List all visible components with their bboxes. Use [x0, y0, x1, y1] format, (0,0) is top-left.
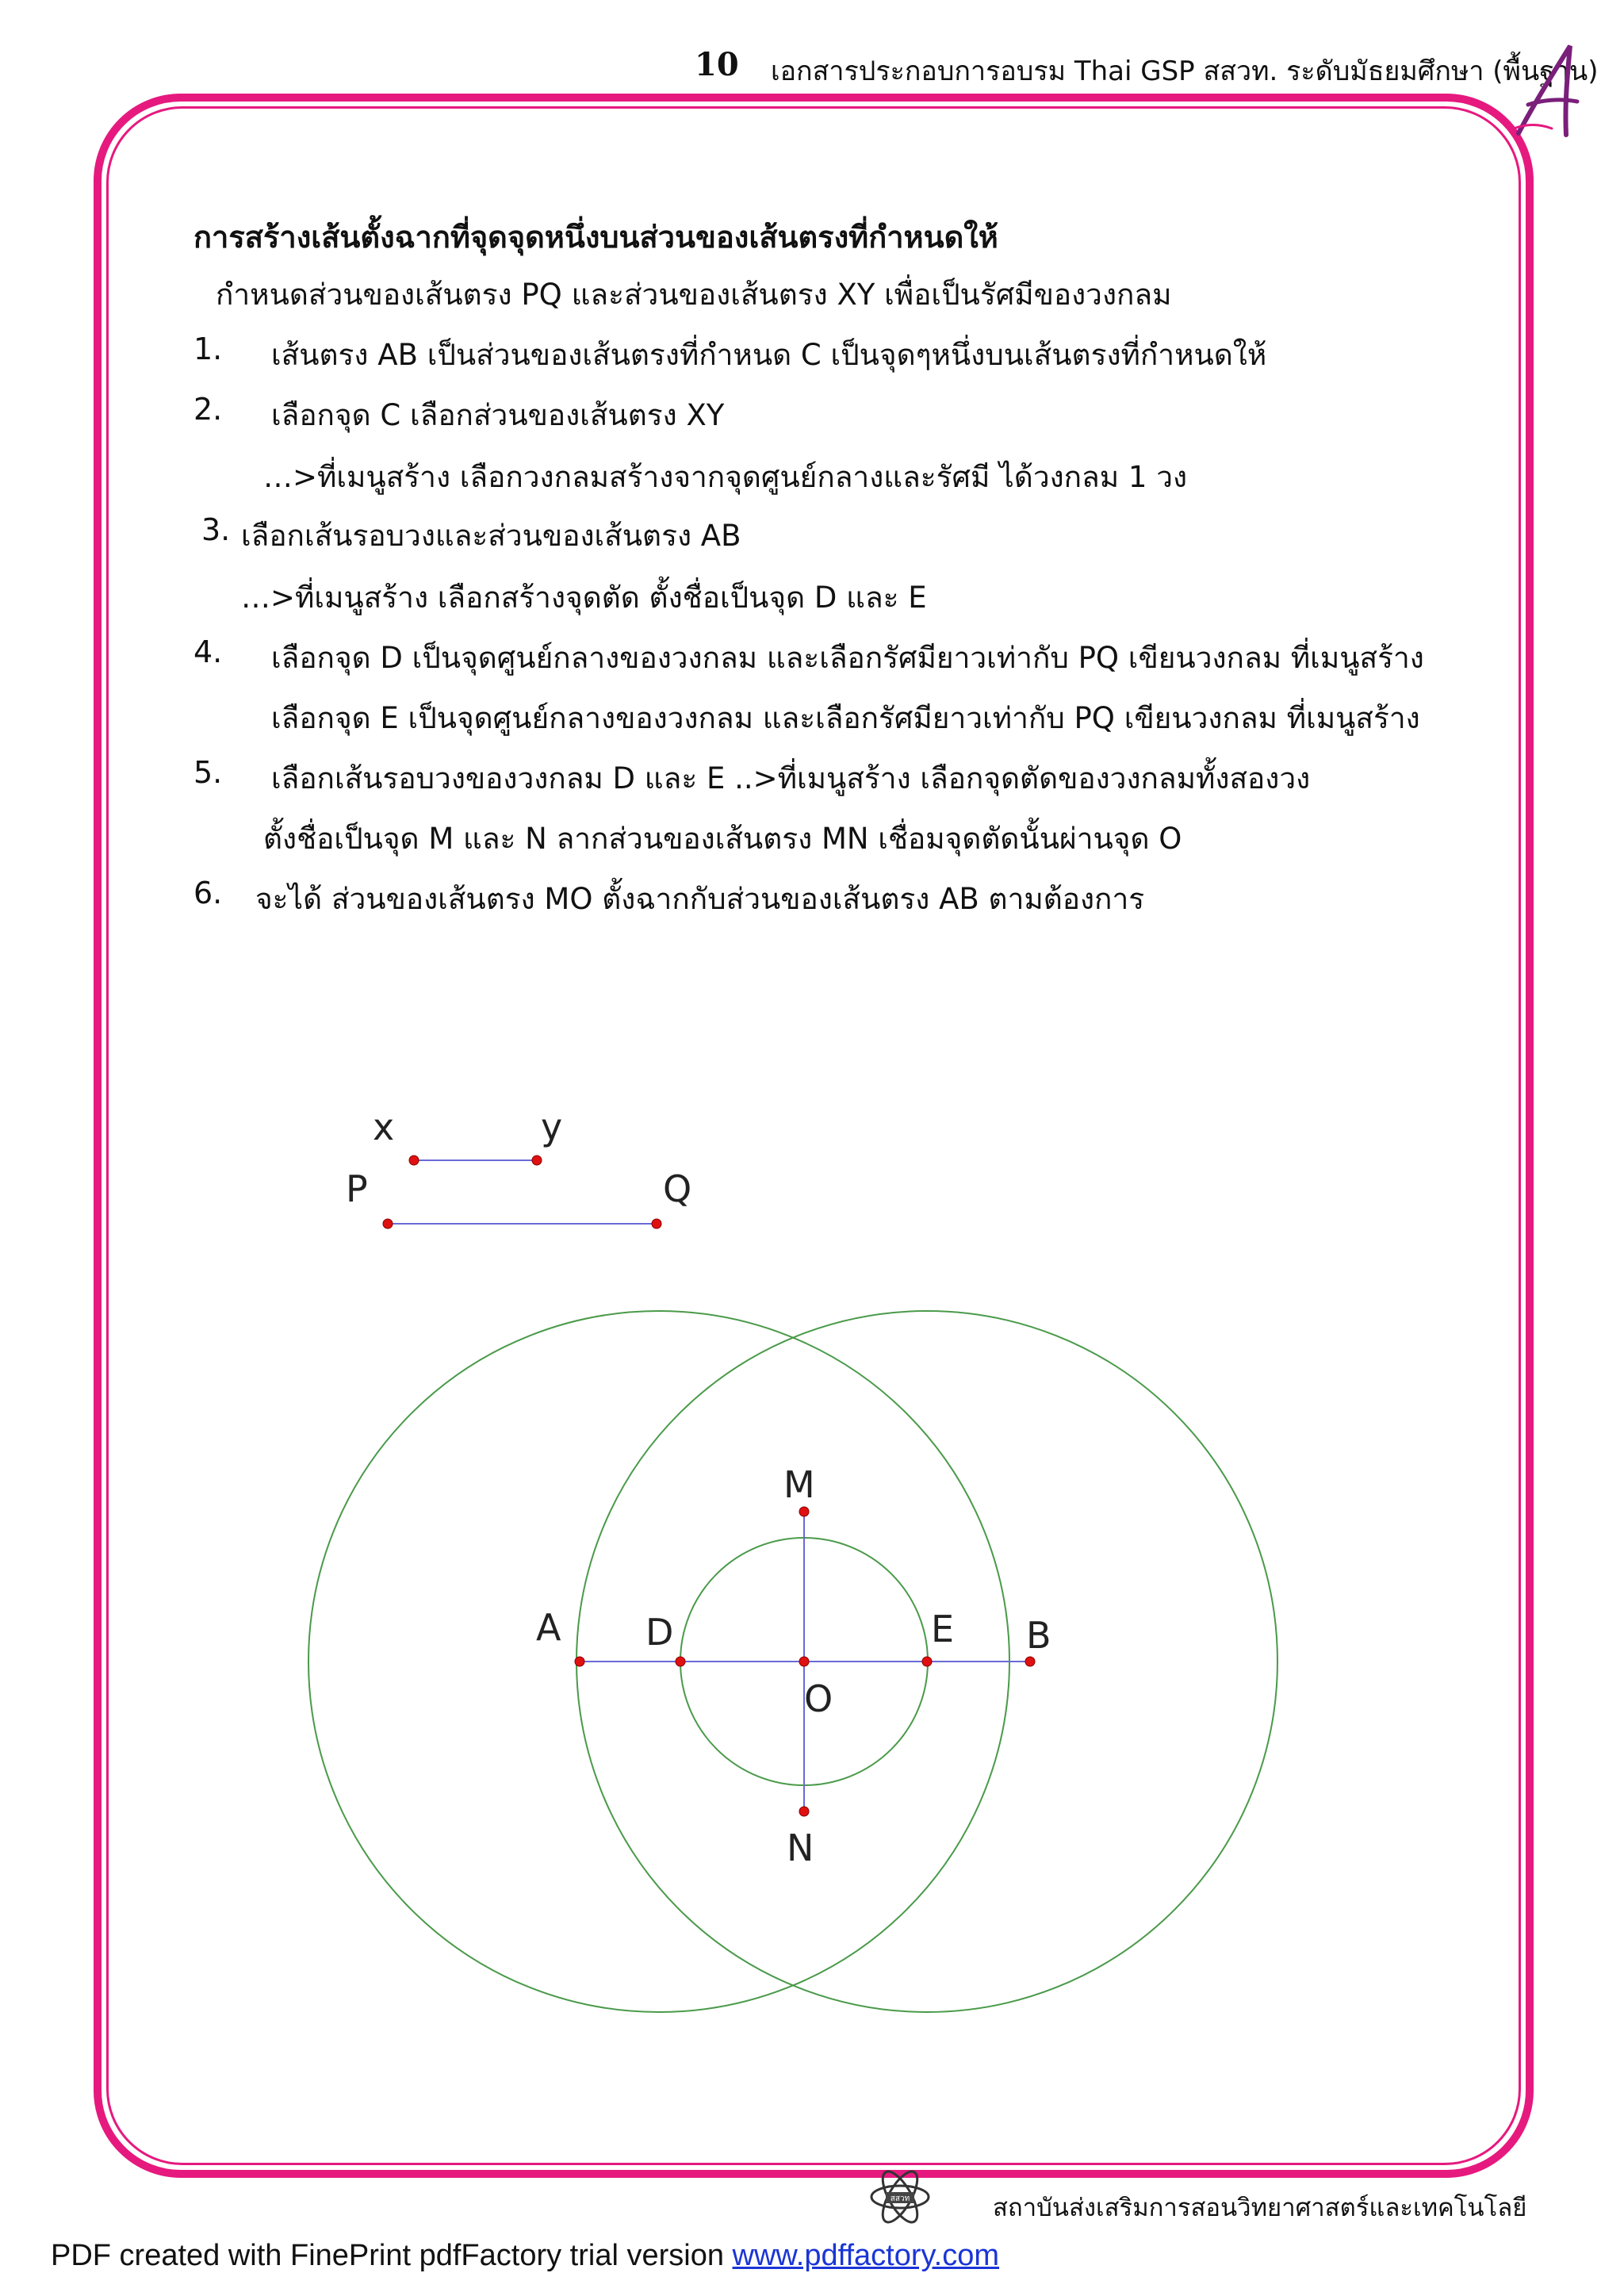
label-a: A [536, 1606, 561, 1649]
label-m: M [783, 1463, 815, 1506]
label-n: N [787, 1826, 814, 1869]
logo-text: สสวท [890, 2194, 910, 2203]
point-m [799, 1507, 809, 1516]
step-3-number: 3. [201, 512, 231, 547]
step-4-text-cont: เลือกจุด E เป็นจุดศูนย์กลางของวงกลม และเลือกรัศมียาวเท่ากับ PQ เขียนวงกลม ที่เมนูสร้าง [271, 701, 1420, 735]
step-5-text: เลือกเส้นรอบวงของวงกลม D และ E ..>ที่เมนูสร้าง เลือกจุดตัดของวงกลมทั้งสองวง [271, 761, 1311, 795]
point-a [575, 1657, 584, 1666]
label-e: E [931, 1608, 955, 1650]
step-2-number: 2. [193, 392, 223, 427]
step-4-text: เลือกจุด D เป็นจุดศูนย์กลางของวงกลม และเลือกรัศมียาวเท่ากับ PQ เขียนวงกลม ที่เมนูสร้าง [271, 641, 1424, 675]
step-4-number: 4. [193, 634, 223, 669]
ipst-logo [868, 2165, 932, 2229]
step-3-text-cont: …>ที่เมนูสร้าง เลือกสร้างจุดตัด ตั้งชื่อเป็นจุด D และ E [241, 581, 927, 615]
point-e [922, 1657, 932, 1666]
point-y [532, 1156, 542, 1165]
point-b [1025, 1657, 1035, 1666]
label-y: y [541, 1106, 563, 1148]
institution-name: สถาบันส่งเสริมการสอนวิทยาศาสตร์และเทคโนโลยี [993, 2194, 1527, 2222]
pdf-note-text: PDF created with FinePrint pdfFactory trial version [51, 2239, 733, 2272]
pdf-factory-note [51, 2239, 999, 2273]
label-o: O [804, 1677, 833, 1720]
header-title: เอกสารประกอบการอบรม Thai GSP สสวท. ระดับมัธยมศึกษา (พื้นฐาน) [771, 56, 1599, 87]
section-heading: การสร้างเส้นตั้งฉากที่จุดจุดหนึ่งบนส่วนของเส้นตรงที่กำหนดให้ [193, 220, 998, 255]
step-6-text: จะได้ ส่วนของเส้นตรง MO ตั้งฉากกับส่วนของเส้นตรง AB ตามต้องการ [255, 882, 1145, 916]
page-number: 10 [695, 46, 739, 83]
point-x [409, 1156, 419, 1165]
label-d: D [645, 1611, 674, 1654]
step-1-text: เส้นตรง AB เป็นส่วนของเส้นตรงที่กำหนด C เป็นจุดๆหนึ่งบนเส้นตรงที่กำหนดให้ [271, 338, 1267, 372]
step-2-text-cont: …>ที่เมนูสร้าง เลือกวงกลมสร้างจากจุดศูนย์กลางและรัศมี ได้วงกลม 1 วง [263, 460, 1188, 494]
pdf-factory-link[interactable]: www.pdffactory.com [732, 2239, 1000, 2272]
step-6-number: 6. [193, 876, 223, 910]
step-1-number: 1. [193, 332, 223, 366]
step-3-text: เลือกเส้นรอบวงและส่วนของเส้นตรง AB [241, 519, 741, 553]
label-p: P [346, 1167, 368, 1210]
section-intro: กำหนดส่วนของเส้นตรง PQ และส่วนของเส้นตรง XY เพื่อเป็นรัศมีของวงกลม [216, 278, 1172, 312]
point-q [652, 1219, 661, 1228]
step-5-text-cont: ตั้งชื่อเป็นจุด M และ N ลากส่วนของเส้นตรง MN เชื่อมจุดตัดนั้นผ่านจุด O [263, 822, 1182, 856]
point-d [676, 1657, 685, 1666]
label-q: Q [663, 1167, 692, 1210]
label-b: B [1026, 1614, 1051, 1657]
point-n [799, 1807, 809, 1816]
step-5-number: 5. [193, 755, 223, 790]
point-p [383, 1219, 393, 1228]
step-2-text: เลือกจุด C เลือกส่วนของเส้นตรง XY [271, 398, 725, 432]
label-x: x [373, 1106, 395, 1148]
point-o [799, 1657, 809, 1666]
